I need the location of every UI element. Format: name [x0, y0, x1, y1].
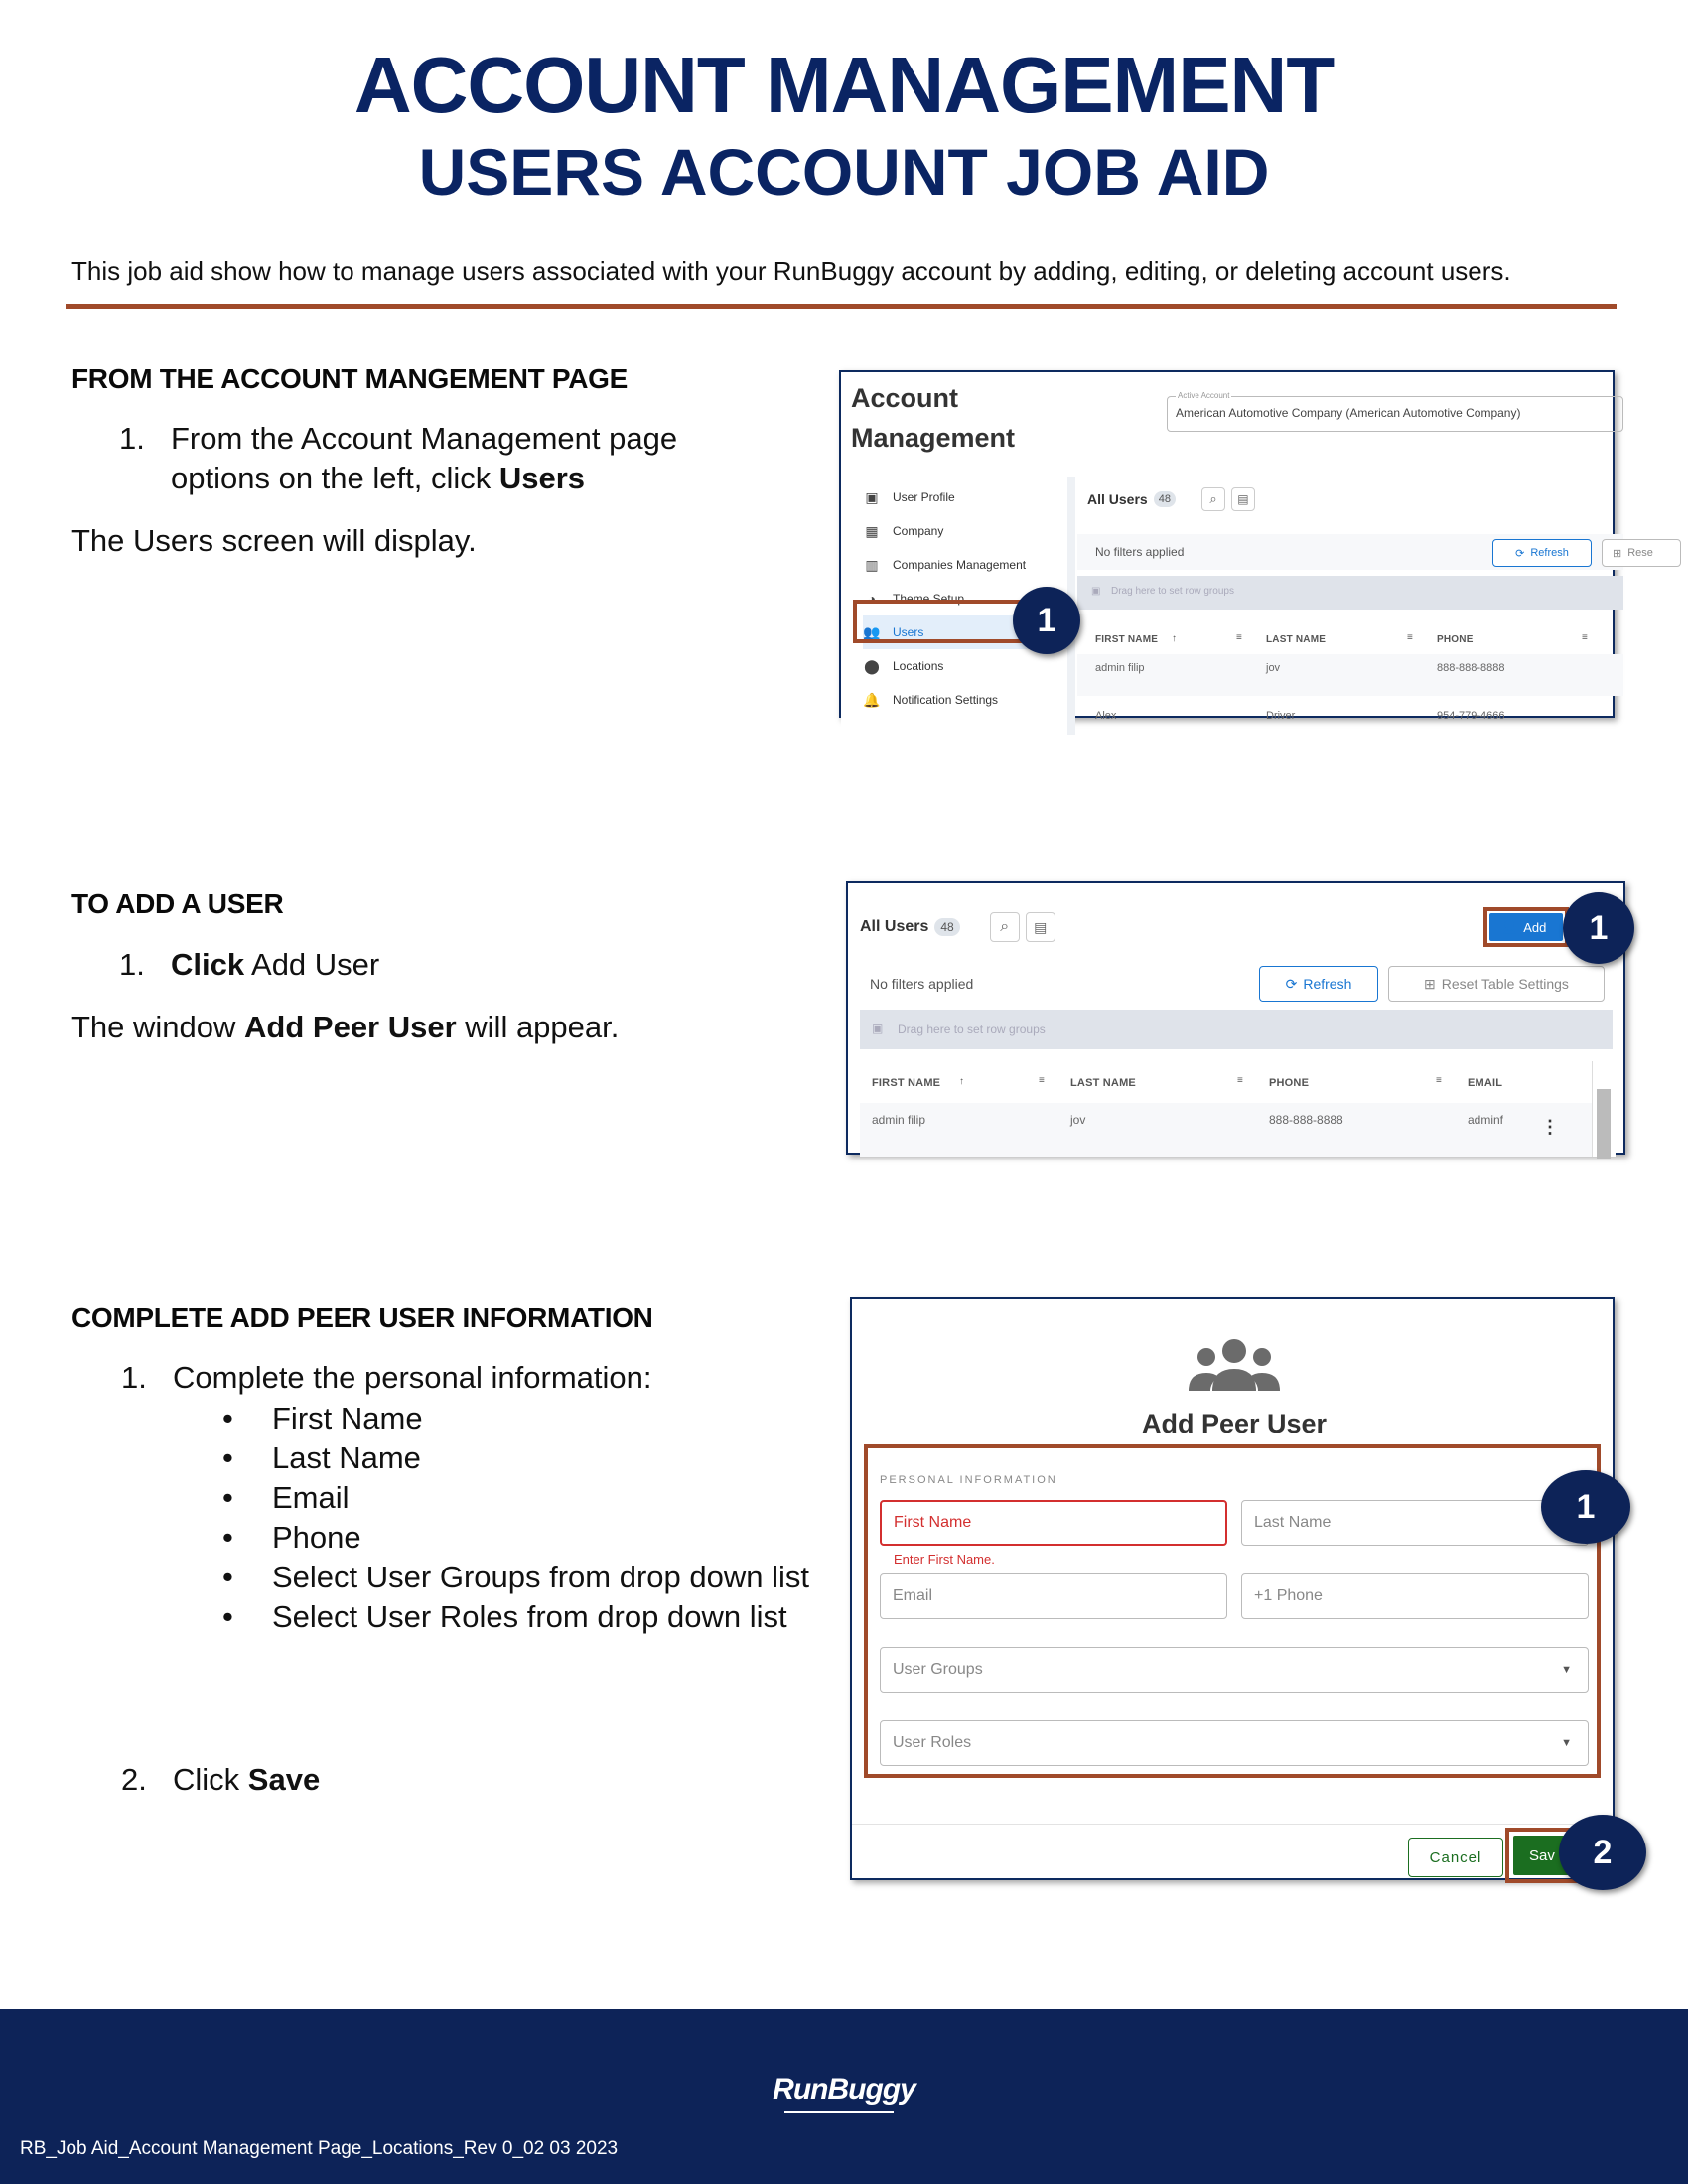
list-item: • Last Name — [222, 1440, 421, 1475]
active-account-select[interactable]: Active Account American Automotive Company (American Automotive Company) — [1167, 396, 1623, 432]
step-item — [119, 419, 735, 498]
sidebar-item-company[interactable]: ▦ Company — [863, 514, 1069, 548]
chevron-down-icon: ▼ — [1561, 1737, 1572, 1749]
step-badge: 1 — [1563, 892, 1634, 964]
step-number: 1. — [121, 1360, 147, 1395]
list-item: • First Name — [222, 1401, 423, 1435]
all-users-header: All Users 48 ⌕ ▤ — [1087, 487, 1255, 511]
section-heading: COMPLETE ADD PEER USER INFORMATION — [71, 1302, 653, 1333]
user-count-badge: 48 — [1154, 491, 1176, 507]
list-item: • Select User Roles from drop down list — [222, 1599, 787, 1634]
search-icon[interactable]: ⌕ — [990, 912, 1020, 942]
account-management-screenshot — [839, 370, 1653, 722]
user-profile-icon: ▣ — [865, 488, 879, 505]
document-id: RB_Job Aid_Account Management Page_Locations_Rev 0_02 03 2023 — [20, 2138, 619, 2159]
phone-field[interactable]: +1 Phone — [1241, 1573, 1589, 1619]
reset-table-button[interactable]: ⊞ Reset Table Settings — [1388, 966, 1605, 1002]
row-group-bar: ▣ Drag here to set row groups — [860, 1010, 1613, 1049]
step-badge: 1 — [1541, 1470, 1630, 1544]
filter-bar: No filters applied ⟳ Refresh ⊞ Rese — [1077, 534, 1623, 570]
all-users-screenshot — [846, 881, 1625, 1155]
step-number: 1. — [119, 947, 145, 982]
sidebar-item-user-profile[interactable]: ▣ User Profile — [863, 480, 1069, 514]
step-number: 1. — [119, 421, 145, 456]
dialog-title: Add Peer User — [1141, 1409, 1328, 1438]
building-icon: ▦ — [865, 522, 879, 539]
add-peer-user-screenshot — [850, 1297, 1615, 1880]
cancel-button[interactable]: Cancel — [1408, 1838, 1503, 1877]
buildings-icon: ▥ — [865, 556, 879, 573]
more-options-icon[interactable]: ⋮ — [1541, 1117, 1559, 1137]
table-reset-icon: ⊞ — [1424, 975, 1436, 992]
step-bold: Save — [247, 1762, 321, 1797]
step-item — [119, 945, 379, 985]
sidebar-item-theme-setup[interactable]: ◕ Theme Setup — [863, 582, 1069, 615]
user-groups-select[interactable]: User Groups ▼ — [880, 1647, 1589, 1693]
step-number: 2. — [121, 1762, 147, 1797]
bell-icon: 🔔 — [863, 691, 881, 708]
calendar-icon[interactable]: ▤ — [1026, 912, 1055, 942]
users-icon: 👥 — [863, 623, 881, 640]
section-heading: FROM THE ACCOUNT MANGEMENT PAGE — [71, 363, 629, 394]
intro-text: This job aid show how to manage users associated with your RunBuggy account by adding, editing, or deleting account users. — [71, 256, 1511, 286]
refresh-icon: ⟳ — [1515, 547, 1525, 560]
refresh-button[interactable]: ⟳ Refresh — [1492, 539, 1592, 567]
columns-side-tab[interactable] — [1592, 1061, 1616, 1157]
runbuggy-logo: RunBuggy — [773, 2073, 915, 2106]
step-text: From the Account Management page — [171, 421, 678, 456]
divider — [66, 304, 1617, 309]
add-user-icon: 👤 — [1501, 919, 1518, 934]
list-item: • Select User Groups from drop down list — [222, 1560, 809, 1594]
result-text: The Users screen will display. — [71, 523, 477, 558]
section-heading: TO ADD A USER — [71, 888, 284, 919]
step-text: options on the left, click — [171, 461, 499, 495]
page-subtitle: USERS ACCOUNT JOB AID — [418, 135, 1270, 208]
users-group-icon — [852, 1335, 1617, 1405]
list-item: • Phone — [222, 1520, 361, 1555]
row-group-bar: ▣ Drag here to set row groups — [1077, 576, 1623, 610]
table-row[interactable]: Alex Driver 954-779-4666 — [1095, 710, 1505, 722]
step-bold: Users — [498, 461, 586, 495]
save-button[interactable]: Sav — [1513, 1836, 1577, 1875]
table-row[interactable]: admin filip jov 888-888-8888 adminf ⋮ — [860, 1103, 1593, 1157]
step-item: 2. Click Save — [121, 1760, 320, 1800]
last-name-field[interactable]: Last Name — [1241, 1500, 1589, 1546]
group-icon: ▣ — [1091, 586, 1101, 597]
bullet-list — [220, 1399, 816, 1637]
table-header: FIRST NAME ↑ ≡ LAST NAME ≡ PHONE ≡ EMAIL — [872, 1075, 1503, 1089]
group-icon: ▣ — [872, 1022, 884, 1035]
sidebar-item-companies-management[interactable]: ▥ Companies Management — [863, 548, 1069, 582]
location-pin-icon: ⬤ — [864, 657, 880, 674]
all-users-header: All Users 48 ⌕ ▤ — [860, 912, 1055, 942]
step-bold: Click — [171, 947, 245, 982]
chevron-down-icon: ▼ — [1561, 1664, 1572, 1676]
users-highlight — [853, 600, 1032, 643]
refresh-button[interactable]: ⟳ Refresh — [1259, 966, 1378, 1002]
screen-title: Account Management — [851, 383, 1016, 453]
user-count-badge: 48 — [934, 918, 959, 936]
footer — [0, 2009, 1688, 2184]
step-text: Add User — [244, 947, 380, 982]
refresh-icon: ⟳ — [1285, 975, 1298, 992]
first-name-field[interactable]: First Name — [880, 1500, 1227, 1546]
table-row[interactable]: admin filip jov 888-888-8888 — [1077, 654, 1623, 696]
email-field[interactable]: Email — [880, 1573, 1227, 1619]
list-item: • Email — [222, 1480, 350, 1515]
reset-table-button[interactable]: ⊞ Rese — [1602, 539, 1681, 567]
divider — [852, 1824, 1617, 1825]
first-name-error: Enter First Name. — [894, 1552, 995, 1567]
table-reset-icon: ⊞ — [1613, 547, 1622, 560]
palette-icon: ◕ — [867, 591, 877, 607]
page-title: ACCOUNT MANAGEMENT — [353, 41, 1335, 129]
add-highlight — [1483, 907, 1569, 947]
sidebar-item-locations[interactable]: ⬤ Locations — [864, 657, 944, 674]
calendar-icon[interactable]: ▤ — [1231, 487, 1255, 511]
filter-bar: No filters applied ⟳ Refresh ⊞ Reset Table Settings — [848, 962, 1627, 1006]
section-label: PERSONAL INFORMATION — [880, 1474, 1057, 1486]
step-badge: 1 — [1013, 587, 1080, 654]
table-header: FIRST NAME ↑ ≡ LAST NAME ≡ PHONE ≡ — [1095, 632, 1589, 645]
step-badge: 2 — [1559, 1815, 1646, 1890]
sidebar-item-notification-settings[interactable]: 🔔 Notification Settings — [863, 691, 999, 708]
step-text: Complete the personal information: — [173, 1360, 652, 1395]
step-item — [121, 1358, 816, 1398]
add-user-button[interactable]: 👤 Add — [1489, 913, 1563, 941]
search-icon[interactable]: ⌕ — [1201, 487, 1225, 511]
sidebar-item-users[interactable]: 👥 Users — [863, 615, 1069, 649]
user-roles-select[interactable]: User Roles ▼ — [880, 1720, 1589, 1766]
result-text: The window Add Peer User will appear. — [71, 1010, 620, 1044]
